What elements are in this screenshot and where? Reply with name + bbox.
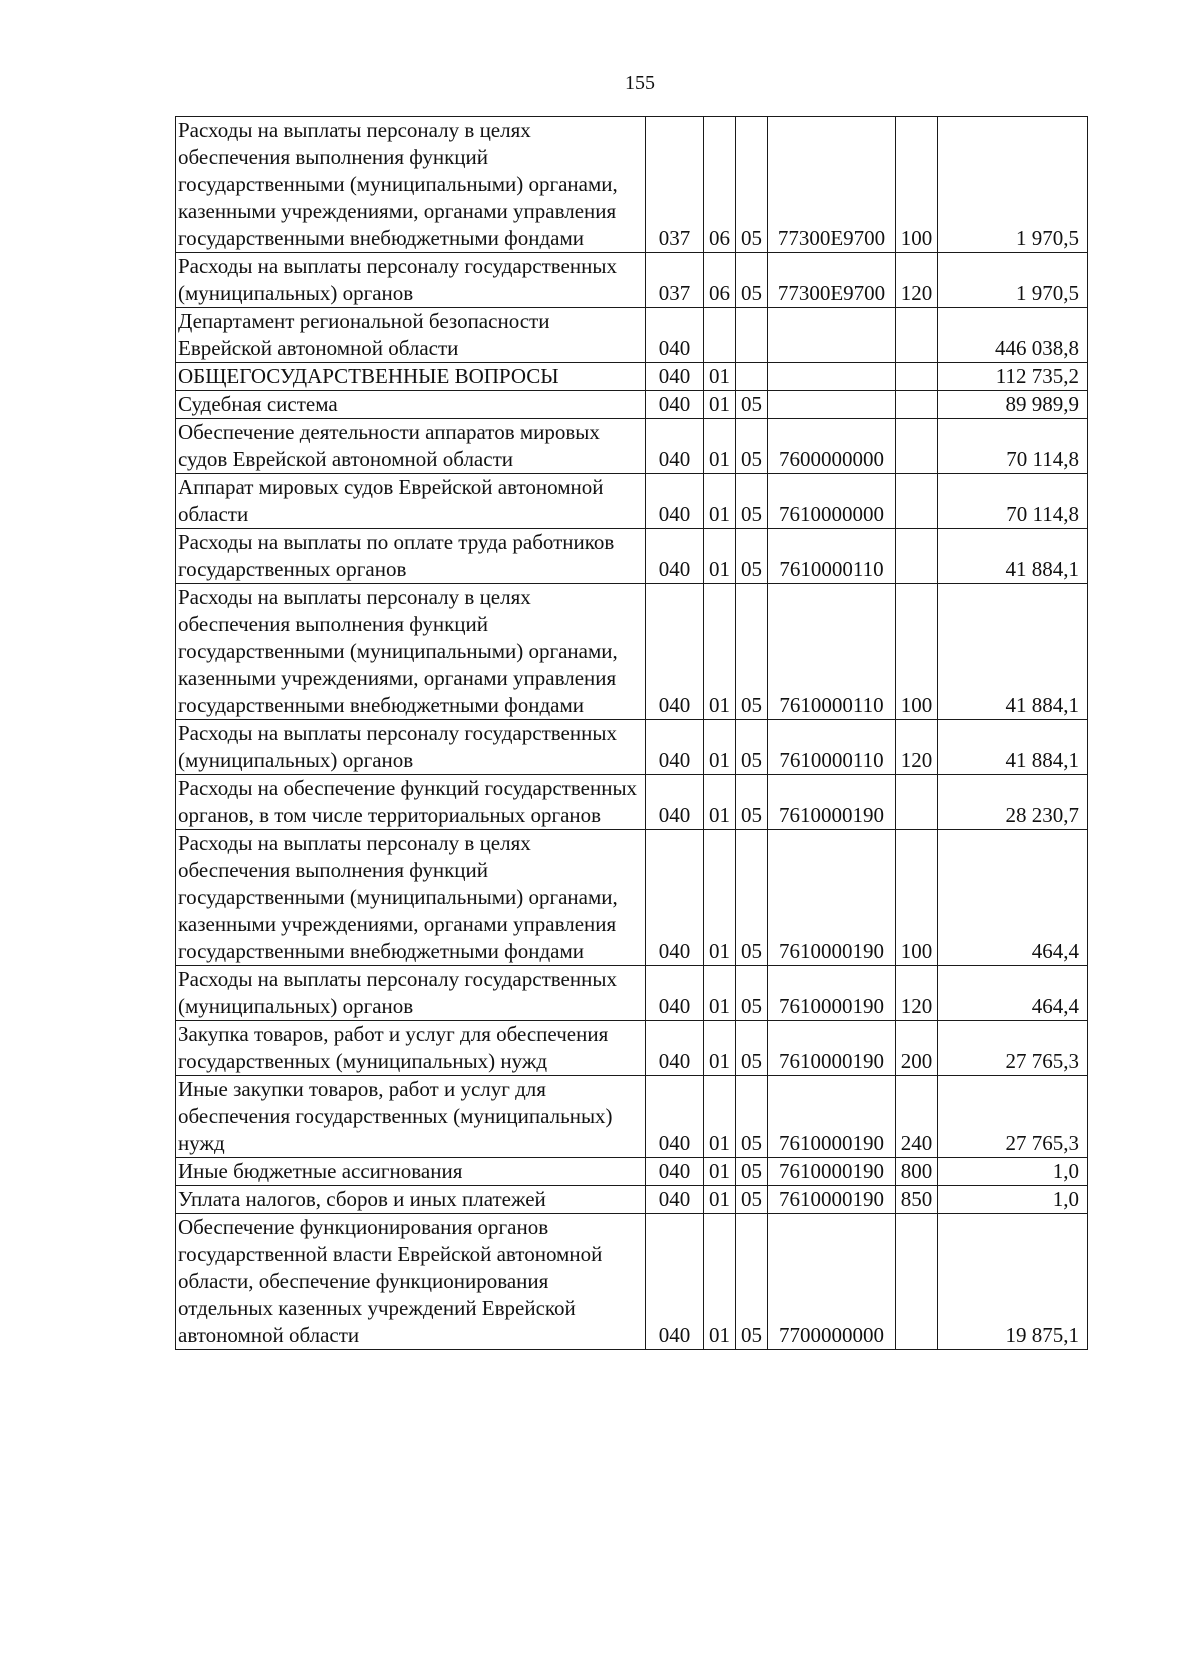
expense-type-code: 100 bbox=[896, 584, 938, 720]
target-article-code: 7610000190 bbox=[768, 966, 896, 1021]
target-article-code bbox=[768, 308, 896, 363]
department-code: 040 bbox=[646, 1021, 704, 1076]
department-code: 040 bbox=[646, 720, 704, 775]
table-row bbox=[176, 308, 1088, 363]
target-article-code: 7610000190 bbox=[768, 1186, 896, 1214]
department-code: 040 bbox=[646, 363, 704, 391]
target-article-code: 77300Е9700 bbox=[768, 117, 896, 253]
row-name: Судебная система bbox=[176, 391, 646, 419]
table-row bbox=[176, 419, 1088, 474]
row-name: Обеспечение деятельности аппаратов мировых судов Еврейской автономной области bbox=[176, 419, 646, 474]
section-code: 01 bbox=[704, 1214, 736, 1350]
target-article-code bbox=[768, 363, 896, 391]
expense-type-code bbox=[896, 419, 938, 474]
table-row bbox=[176, 1021, 1088, 1076]
expense-type-code: 120 bbox=[896, 966, 938, 1021]
section-code: 01 bbox=[704, 391, 736, 419]
expense-type-code bbox=[896, 308, 938, 363]
row-name: Расходы на выплаты персоналу в целях обеспечения выполнения функций государственными (муниципальными) органами, казенными учреждениями, органами управления государственными внебюджетными фондами bbox=[176, 584, 646, 720]
section-code: 01 bbox=[704, 830, 736, 966]
department-code: 040 bbox=[646, 1076, 704, 1158]
section-code: 01 bbox=[704, 1076, 736, 1158]
department-code: 037 bbox=[646, 117, 704, 253]
table-row bbox=[176, 830, 1088, 966]
subsection-code: 05 bbox=[736, 1158, 768, 1186]
subsection-code: 05 bbox=[736, 966, 768, 1021]
table-row bbox=[176, 720, 1088, 775]
target-article-code: 7610000190 bbox=[768, 1021, 896, 1076]
section-code: 01 bbox=[704, 720, 736, 775]
budget-table-body bbox=[176, 117, 1088, 1350]
department-code: 040 bbox=[646, 1186, 704, 1214]
target-article-code: 7610000110 bbox=[768, 720, 896, 775]
table-row bbox=[176, 966, 1088, 1021]
section-code: 01 bbox=[704, 966, 736, 1021]
subsection-code: 05 bbox=[736, 1021, 768, 1076]
row-name: Расходы на выплаты персоналу государственных (муниципальных) органов bbox=[176, 966, 646, 1021]
row-name: Закупка товаров, работ и услуг для обеспечения государственных (муниципальных) нужд bbox=[176, 1021, 646, 1076]
table-row bbox=[176, 391, 1088, 419]
amount: 1 970,5 bbox=[938, 117, 1088, 253]
subsection-code: 05 bbox=[736, 474, 768, 529]
target-article-code: 7610000000 bbox=[768, 474, 896, 529]
row-name: Обеспечение функционирования органов государственной власти Еврейской автономной области, обеспечение функционирования отдельных казенных учреждений Еврейской автономной области bbox=[176, 1214, 646, 1350]
section-code: 01 bbox=[704, 1158, 736, 1186]
subsection-code: 05 bbox=[736, 117, 768, 253]
row-name: Расходы на выплаты по оплате труда работников государственных органов bbox=[176, 529, 646, 584]
section-code: 06 bbox=[704, 117, 736, 253]
expense-type-code: 120 bbox=[896, 253, 938, 308]
department-code: 040 bbox=[646, 775, 704, 830]
amount: 27 765,3 bbox=[938, 1021, 1088, 1076]
amount: 70 114,8 bbox=[938, 419, 1088, 474]
target-article-code: 77300Е9700 bbox=[768, 253, 896, 308]
target-article-code: 7610000110 bbox=[768, 584, 896, 720]
expense-type-code bbox=[896, 363, 938, 391]
amount: 41 884,1 bbox=[938, 584, 1088, 720]
section-code: 06 bbox=[704, 253, 736, 308]
department-code: 040 bbox=[646, 1214, 704, 1350]
department-code: 040 bbox=[646, 474, 704, 529]
expense-type-code bbox=[896, 1214, 938, 1350]
subsection-code: 05 bbox=[736, 529, 768, 584]
subsection-code: 05 bbox=[736, 775, 768, 830]
row-name: Департамент региональной безопасности Еврейской автономной области bbox=[176, 308, 646, 363]
subsection-code bbox=[736, 308, 768, 363]
section-code: 01 bbox=[704, 775, 736, 830]
department-code: 040 bbox=[646, 966, 704, 1021]
amount: 41 884,1 bbox=[938, 529, 1088, 584]
row-name: ОБЩЕГОСУДАРСТВЕННЫЕ ВОПРОСЫ bbox=[176, 363, 646, 391]
table-row bbox=[176, 474, 1088, 529]
target-article-code: 7610000190 bbox=[768, 1158, 896, 1186]
amount: 446 038,8 bbox=[938, 308, 1088, 363]
expense-type-code bbox=[896, 529, 938, 584]
row-name: Аппарат мировых судов Еврейской автономной области bbox=[176, 474, 646, 529]
target-article-code: 7610000190 bbox=[768, 830, 896, 966]
expense-type-code: 850 bbox=[896, 1186, 938, 1214]
section-code: 01 bbox=[704, 419, 736, 474]
table-row bbox=[176, 117, 1088, 253]
expense-type-code: 200 bbox=[896, 1021, 938, 1076]
expense-type-code: 240 bbox=[896, 1076, 938, 1158]
department-code: 040 bbox=[646, 830, 704, 966]
amount: 28 230,7 bbox=[938, 775, 1088, 830]
amount: 1,0 bbox=[938, 1186, 1088, 1214]
table-row bbox=[176, 253, 1088, 308]
expense-type-code: 100 bbox=[896, 830, 938, 966]
table-row bbox=[176, 775, 1088, 830]
section-code bbox=[704, 308, 736, 363]
table-row bbox=[176, 584, 1088, 720]
section-code: 01 bbox=[704, 363, 736, 391]
row-name: Иные бюджетные ассигнования bbox=[176, 1158, 646, 1186]
amount: 89 989,9 bbox=[938, 391, 1088, 419]
amount: 70 114,8 bbox=[938, 474, 1088, 529]
department-code: 040 bbox=[646, 391, 704, 419]
expense-type-code: 120 bbox=[896, 720, 938, 775]
department-code: 040 bbox=[646, 529, 704, 584]
target-article-code: 7610000110 bbox=[768, 529, 896, 584]
subsection-code: 05 bbox=[736, 1186, 768, 1214]
amount: 19 875,1 bbox=[938, 1214, 1088, 1350]
subsection-code: 05 bbox=[736, 830, 768, 966]
expense-type-code: 800 bbox=[896, 1158, 938, 1186]
table-row bbox=[176, 529, 1088, 584]
row-name: Иные закупки товаров, работ и услуг для обеспечения государственных (муниципальных) нужд bbox=[176, 1076, 646, 1158]
row-name: Расходы на выплаты персоналу государственных (муниципальных) органов bbox=[176, 720, 646, 775]
target-article-code: 7700000000 bbox=[768, 1214, 896, 1350]
table-row bbox=[176, 1076, 1088, 1158]
target-article-code: 7610000190 bbox=[768, 775, 896, 830]
subsection-code: 05 bbox=[736, 419, 768, 474]
amount: 27 765,3 bbox=[938, 1076, 1088, 1158]
table-row bbox=[176, 1214, 1088, 1350]
row-name: Расходы на выплаты персоналу в целях обеспечения выполнения функций государственными (муниципальными) органами, казенными учреждениями, органами управления государственными внебюджетными фондами bbox=[176, 830, 646, 966]
row-name: Уплата налогов, сборов и иных платежей bbox=[176, 1186, 646, 1214]
target-article-code: 7600000000 bbox=[768, 419, 896, 474]
section-code: 01 bbox=[704, 474, 736, 529]
row-name: Расходы на обеспечение функций государственных органов, в том числе территориальных органов bbox=[176, 775, 646, 830]
subsection-code: 05 bbox=[736, 391, 768, 419]
budget-table bbox=[175, 116, 1088, 1350]
target-article-code bbox=[768, 391, 896, 419]
expense-type-code: 100 bbox=[896, 117, 938, 253]
subsection-code: 05 bbox=[736, 1214, 768, 1350]
amount: 1,0 bbox=[938, 1158, 1088, 1186]
expense-type-code bbox=[896, 474, 938, 529]
row-name: Расходы на выплаты персоналу государственных (муниципальных) органов bbox=[176, 253, 646, 308]
expense-type-code bbox=[896, 775, 938, 830]
department-code: 037 bbox=[646, 253, 704, 308]
table-row bbox=[176, 1186, 1088, 1214]
section-code: 01 bbox=[704, 1186, 736, 1214]
department-code: 040 bbox=[646, 308, 704, 363]
department-code: 040 bbox=[646, 419, 704, 474]
amount: 41 884,1 bbox=[938, 720, 1088, 775]
subsection-code bbox=[736, 363, 768, 391]
table-row bbox=[176, 363, 1088, 391]
amount: 464,4 bbox=[938, 830, 1088, 966]
subsection-code: 05 bbox=[736, 584, 768, 720]
page-number: 155 bbox=[625, 72, 655, 94]
department-code: 040 bbox=[646, 584, 704, 720]
table-row bbox=[176, 1158, 1088, 1186]
section-code: 01 bbox=[704, 529, 736, 584]
amount: 1 970,5 bbox=[938, 253, 1088, 308]
target-article-code: 7610000190 bbox=[768, 1076, 896, 1158]
amount: 112 735,2 bbox=[938, 363, 1088, 391]
expense-type-code bbox=[896, 391, 938, 419]
amount: 464,4 bbox=[938, 966, 1088, 1021]
subsection-code: 05 bbox=[736, 720, 768, 775]
section-code: 01 bbox=[704, 584, 736, 720]
row-name: Расходы на выплаты персоналу в целях обеспечения выполнения функций государственными (муниципальными) органами, казенными учреждениями, органами управления государственными внебюджетными фондами bbox=[176, 117, 646, 253]
section-code: 01 bbox=[704, 1021, 736, 1076]
subsection-code: 05 bbox=[736, 1076, 768, 1158]
department-code: 040 bbox=[646, 1158, 704, 1186]
subsection-code: 05 bbox=[736, 253, 768, 308]
